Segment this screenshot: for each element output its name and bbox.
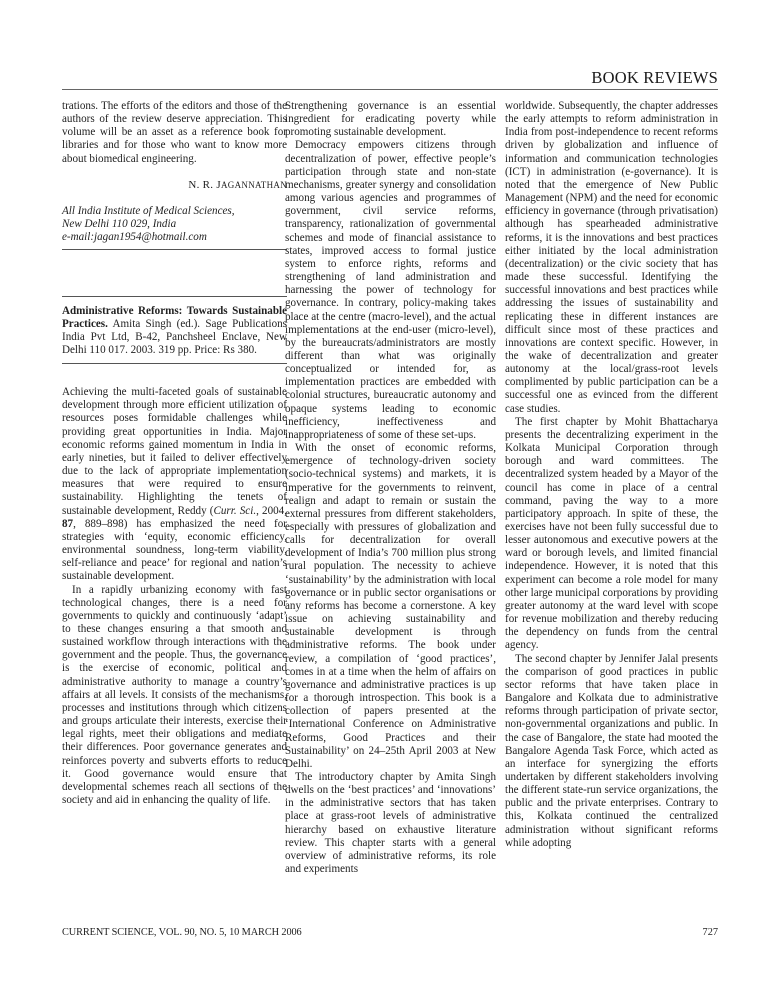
section-divider <box>62 249 287 250</box>
review-paragraph: With the onset of economic reforms, emergence of technology-driven society (socio-technical systems) and markets, it is imperative for the governments to reinvent, realign and adapt to remain or sustain the external pressures from different stakeholders, especially with pressures of globalization and calls for decentralization for overall development of India’s 700 million plus strong rural population. The necessity to achieve ‘sustainability’ by the administration with local governance or in public sector organisations or any reforms has become a cornerstone. A key issue on achieving sustainability and sustainable development is through administrative reforms. The book under review, a compilation of ‘good practices’, comes in at a time when the helm of affairs on governance and administrative practices is up for a thorough introspection. This book is a collection of papers presented at the ‘International Conference on Administrative Reforms, Good Practices and their Sustainability’ on 24–25th April 2003 at New Delhi. <box>285 442 496 770</box>
affiliation-address: New Delhi 110 029, India <box>62 218 177 231</box>
journal-citation-footer: CURRENT SCIENCE, VOL. 90, NO. 5, 10 MARCH 2006 <box>62 927 302 938</box>
reviewer-signature <box>62 179 287 192</box>
affiliation-email[interactable]: e-mail:jagan1954@hotmail.com <box>62 231 207 244</box>
book-title: Administrative Reforms: Towards Sustainable Practices. <box>62 304 287 330</box>
citation-volume: 87 <box>62 517 74 530</box>
reviewer-surname: AGANNATHAN <box>221 179 287 190</box>
review-paragraph: The second chapter by Jennifer Jalal presents the comparison of good practices in public sector reforms that have taken place in Bangalore and Kolkata due to administrative reforms through participation of private sector, non-governmental organizations and public. In the case of Bangalore, the state had mooted the Bangalore Agenda Task Force, which acted as an interface for synergizing the efforts undertaken by different stakeholders involving the different state-run service organizations, the public and the private enterprises. Contrary to this, Kolkata continued the centralized administration without significant reforms while adopting <box>505 652 718 849</box>
review-paragraph: worldwide. Subsequently, the chapter addresses the early attempts to reform administration in India from post-independence to recent reforms driven by globalization and influence of information and communication technologies (ICT) in administration (e-governance). It is noted that the emergence of New Public Management (NPM) and the need for economic efficiency in governance (through privatisation) although has spearheaded administrative reforms, it is the innovations and best practices either initiated by the local administration (decentralization) or the civic society that has made these successful. Identifying the successful innovations and best practices while addressing the issues of sustainability and replicating these in different instances are difficult since most of these practices and innovations are context specific. However, in the wake of decentralization and greater autonomy at the local/grass-root levels complimented by public participation can be a successful one as evinced from the different case studies. <box>505 100 718 415</box>
affiliation-institution: All India Institute of Medical Sciences, <box>62 204 235 217</box>
review-paragraph: The first chapter by Mohit Bhattacharya presents the decentralizing experiment in the Kolkata Municipal Corporation through borough and ward committees. The decentralized system headed by a Mayor of the council has come in place of a central command, paving the way to a more participatory approach. In spite of these, the exercises have not been fully successful due to lesser autonomous and executive powers at the ward or borough levels, and limited financial independence. However, it is noted that this experiment can become a role model for many other large municipal corporations by providing greater autonomy at the ward level with scope for revenue mobilization and thereby reducing the dependency on funds from the central agency. <box>505 415 718 652</box>
review-paragraph: In a rapidly urbanizing economy with fast technological changes, there is a need for governments to quickly and continuously ‘adapt’ to these changes ensuring a that smooth and sustained workflow through interactions with the government and the people. Thus, the governance is the exercise of economic, political and administrative authority to manage a country’s affairs at all levels. It consists of the mechanisms, processes and institutions through which citizens and groups articulate their interests, exercise their legal rights, meet their obligations and mediate their differences. Poor governance generates and reinforces poverty and subverts efforts to reduce it. Good governance would ensure that developmental schemes reach all sections of the society and aid in enhancing the quality of life. <box>62 583 287 807</box>
column-middle <box>285 100 496 876</box>
book-info-top-rule <box>62 296 287 297</box>
column-right <box>505 100 718 850</box>
book-details: Amita Singh (ed.). Sage Publications India Pvt Ltd, B-42, Panchsheel Enclave, New Delhi 110 017. 2003. 319 pp. Price: Rs 380. <box>62 317 287 357</box>
book-info <box>62 305 287 358</box>
review-paragraph: The introductory chapter by Amita Singh dwells on the ‘best practices’ and ‘innovations’ in the administrative sectors that has taken place at grass-root levels of administrative hierarchy based on exhaustive literature review. This chapter starts with a general overview of administrative reforms, its role and experiments <box>285 770 496 876</box>
header-rule <box>62 89 718 90</box>
column-left <box>62 100 287 807</box>
review-paragraph: Democracy empowers citizens through decentralization of power, effective people’s participation through state and non-state mechanisms, greater synergy and consolidation among various agencies and programmes of government, civil service reforms, transparency, rationalization of governmental schemes and mode of financial assistance to states, improved access to formal justice system to enforce rights, reforms and strengthening of land administration and harnessing the power of technology for governance. In contrary, policy-making takes place at the centre (macro-level), and the actual implementations at the end-user (micro-level), by the bureaucrats/administrators are mostly different than what was originally conceptualized or intended for, as implementation practices are embedded with colonial structures, bureaucratic autonomy and opaque systems leading to economic inefficiency, ineffectiveness and inappropriateness of some of these set-ups. <box>285 139 496 441</box>
previous-review-ending: trations. The efforts of the editors and those of the authors of the review deserve appreciation. This volume will be an asset as a reference book for libraries and for those who want to know more about biomedical engineering. <box>62 100 287 165</box>
review-paragraph: Achieving the multi-faceted goals of sustainable development through more efficient utilization of resources poses formidable challenges while providing great opportunities in India. Major economic reforms gained momentum in India in early nineties, but it failed to deliver effectively due to the lack of appropriate implementation measures that were required to ensure sustainability. Highlighting the tenets of sustainable development, Reddy (Curr. Sci., 2004, 87, 889–898) has emphasized the need for strategies with ‘equity, economic efficiency, environmental soundness, long-term viability, self-reliance and peace’ for regional and nation’s sustainable development. <box>62 386 287 583</box>
review-paragraph: Strengthening governance is an essential ingredient for eradicating poverty while promoting sustainable development. <box>285 100 496 139</box>
reviewer-initials: N. R. J <box>188 178 221 191</box>
page-number: 727 <box>702 927 718 938</box>
reviewer-affiliation <box>62 205 287 245</box>
citation-journal: Curr. Sci. <box>213 504 257 517</box>
section-title: BOOK REVIEWS <box>591 68 718 87</box>
